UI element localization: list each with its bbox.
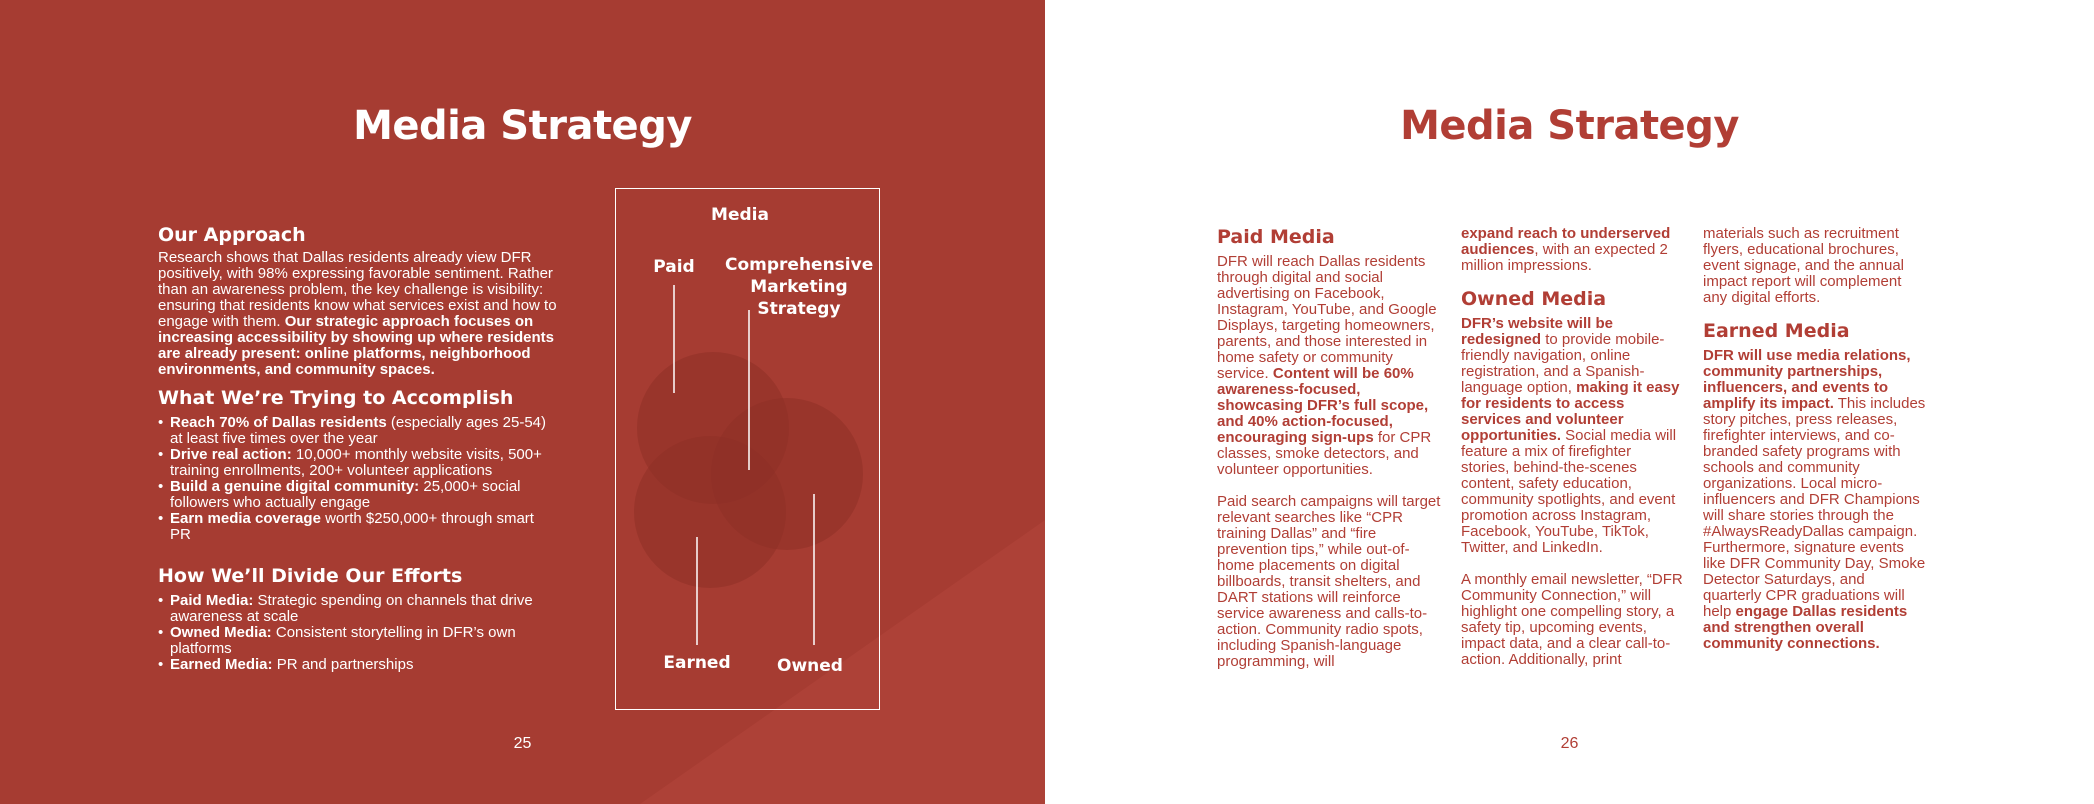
approach-bold-text: Our strategic approach focuses on increasing accessibility by showing up where residents are already present: online platforms, neighborhood environments, and community spaces. bbox=[158, 313, 554, 378]
page-number: 25 bbox=[513, 735, 532, 752]
page-number: 26 bbox=[1560, 735, 1579, 752]
paid-paragraph-3: expand reach to underserved audiences, with an expected 2 million impressions. bbox=[1461, 225, 1671, 274]
owned-media-column bbox=[1461, 226, 1683, 668]
owned-paragraph-3: materials such as recruitment flyers, educational brochures, event signage, and the annual impact report will complement any digital efforts. bbox=[1703, 225, 1904, 306]
venn-title: Media bbox=[711, 205, 769, 225]
page-title: Media Strategy bbox=[353, 103, 692, 149]
paid-media-column bbox=[1217, 226, 1441, 670]
approach-heading: Our Approach bbox=[158, 224, 306, 246]
list-item: • Build a genuine digital community: 25,000+ social followers who actually engage bbox=[170, 479, 558, 511]
list-item: • Drive real action: 10,000+ monthly website visits, 500+ training enrollments, 200+ volunteer applications bbox=[170, 447, 558, 479]
list-item: • Paid Media: Strategic spending on channels that drive awareness at scale bbox=[170, 593, 558, 625]
earned-media-column bbox=[1703, 226, 1927, 652]
earned-paragraph-1: DFR will use media relations, community partnerships, influencers, and events to amplify its impact. This includes story pitches, press releases, firefighter interviews, and co-branded safety programs with schools and community organizations. Local micro-influencers and DFR Champions will share stories through the #AlwaysReadyDallas campaign. Furthermore, signature events like DFR Community Day, Smoke Detector Saturdays, and quarterly CPR graduations will help engage Dallas residents and strengthen overall community connections. bbox=[1703, 347, 1926, 652]
owned-paragraph-2: A monthly email newsletter, “DFR Community Connection,” will highlight one compelling story, a safety tip, upcoming events, impact data, and a clear call-to-action. Additionally, print bbox=[1461, 571, 1683, 668]
venn-label-paid: Paid bbox=[653, 257, 695, 277]
owned-media-heading: Owned Media bbox=[1461, 288, 1607, 310]
list-item: • Reach 70% of Dallas residents (especially ages 25-54) at least five times over the year bbox=[170, 415, 558, 447]
venn-circle-earned bbox=[634, 436, 786, 588]
divide-heading: How We’ll Divide Our Efforts bbox=[158, 565, 463, 587]
list-item: • Owned Media: Consistent storytelling in DFR’s own platforms bbox=[170, 625, 558, 657]
list-item: • Earn media coverage worth $250,000+ through smart PR bbox=[170, 511, 558, 543]
venn-diagram bbox=[0, 0, 1045, 804]
venn-label-strategy: Comprehensive Marketing Strategy bbox=[725, 255, 874, 319]
paid-paragraph-1: DFR will reach Dallas residents through digital and social advertising on Facebook, Instagram, YouTube, and Google Displays, targeting homeowners, parents, and those interested in home safety or community service. Content will be 60% awareness-focused, showcasing DFR’s full scope, and 40% action-focused, encouraging sign-ups for CPR classes, smoke detectors, and volunteer opportunities. bbox=[1217, 253, 1437, 478]
list-item: • Earned Media: PR and partnerships bbox=[170, 657, 558, 673]
paid-media-heading: Paid Media bbox=[1217, 226, 1335, 248]
page-26 bbox=[1045, 0, 2094, 804]
approach-text: Research shows that Dallas residents already view DFR positively, with 98% expressing favorable sentiment. Rather than an awareness problem, the key challenge is visibility: ensuring that residents know what services exist and how to engage with them. bbox=[158, 249, 557, 330]
venn-label-earned: Earned bbox=[663, 653, 731, 673]
paid-paragraph-2: Paid search campaigns will target relevant searches like “CPR training Dallas” and “fire prevention tips,” while out-of-home placements on digital billboards, transit shelters, and DART stations will reinforce service awareness and calls-to-action. Community radio spots, including Spanish-language programming, will bbox=[1217, 493, 1441, 670]
page-title: Media Strategy bbox=[1400, 103, 1739, 149]
venn-label-owned: Owned bbox=[777, 656, 843, 676]
accomplish-heading: What We’re Trying to Accomplish bbox=[158, 387, 514, 409]
page-25 bbox=[0, 0, 1045, 804]
earned-media-heading: Earned Media bbox=[1703, 320, 1850, 342]
owned-paragraph-1: DFR’s website will be redesigned to provide mobile-friendly navigation, online registration, and a Spanish-language option, making it easy for residents to access services and volunteer opportunities. Social media will feature a mix of firefighter stories, behind-the-scenes content, safety education, community spotlights, and event promotion across Instagram, Facebook, YouTube, TikTok, Twitter, and LinkedIn. bbox=[1461, 315, 1680, 556]
